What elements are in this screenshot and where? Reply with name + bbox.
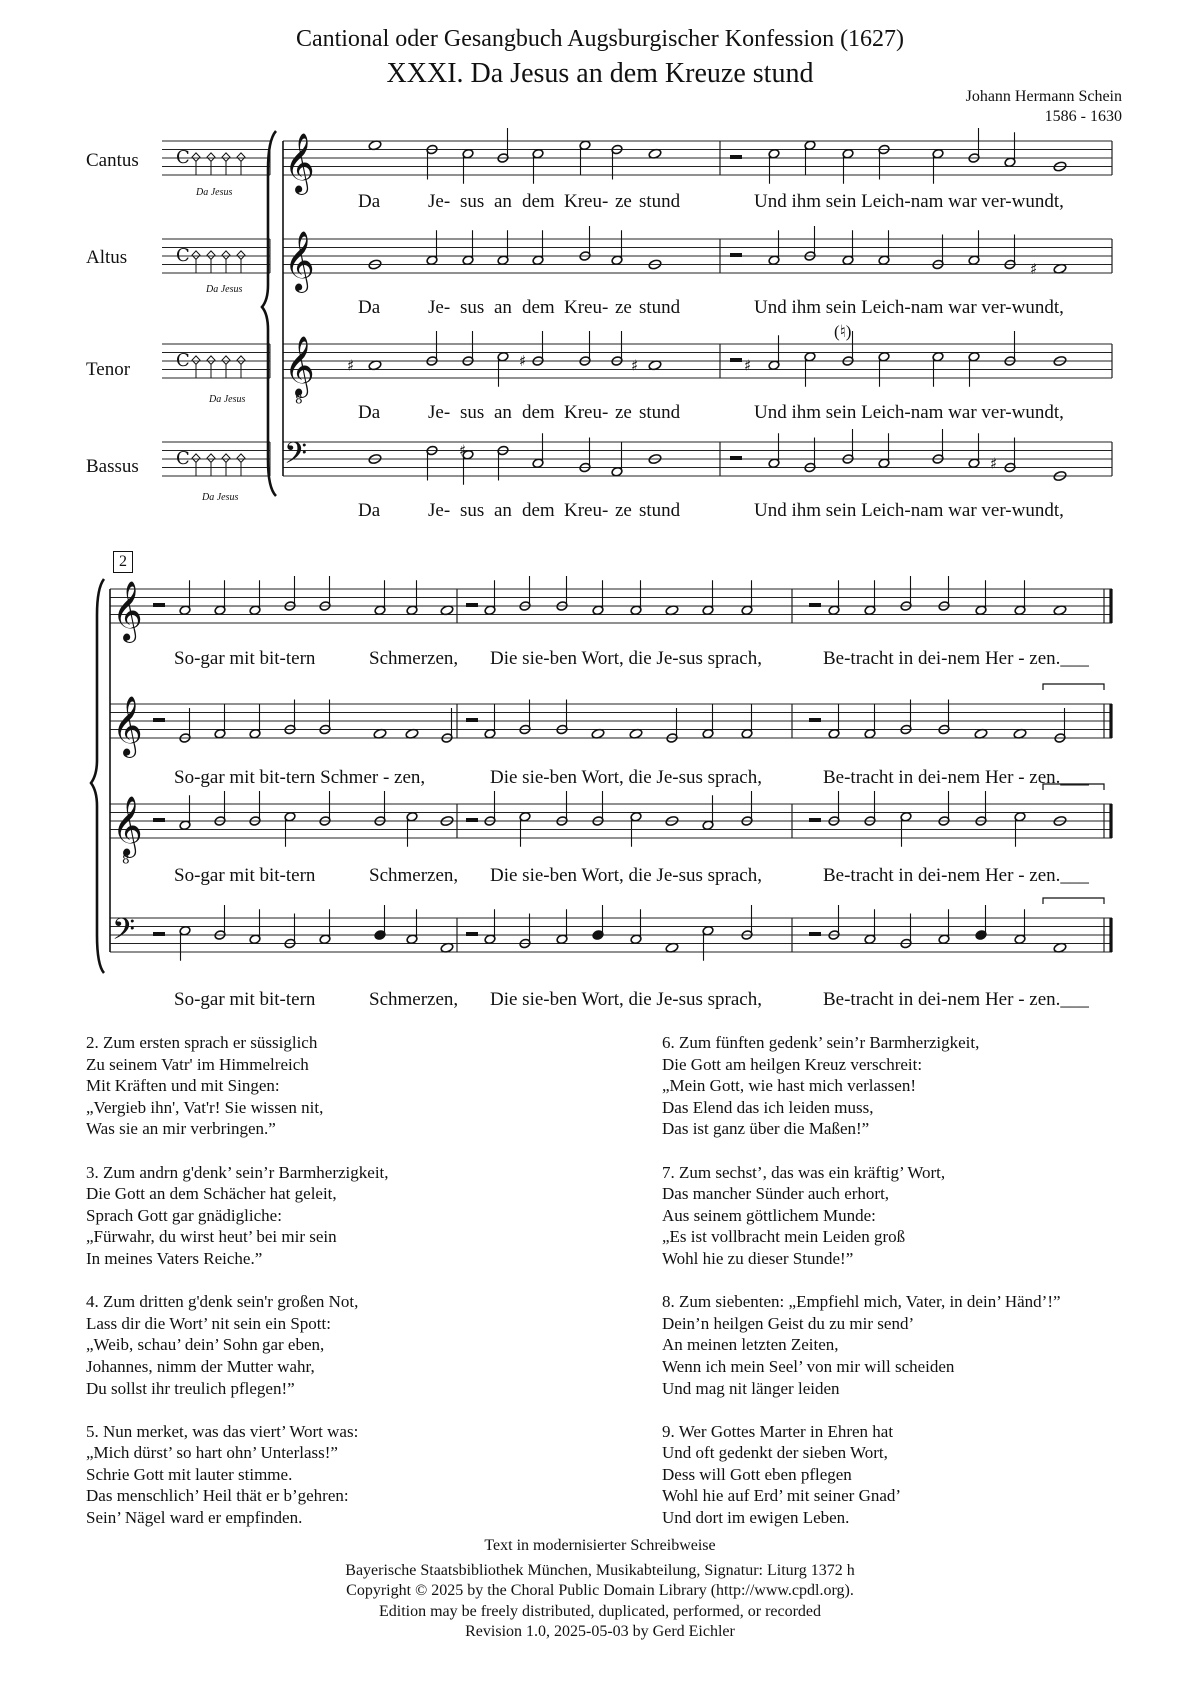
sharp-icon: ♯: [1030, 259, 1038, 278]
lyric-syllable: stund: [639, 402, 681, 423]
verse-line: Das Elend das ich leiden muss,: [662, 1097, 874, 1117]
lyric-syllable: Kreu-: [564, 402, 609, 423]
verse-line: 6. Zum fünften gedenk’ sein’r Barmherzigkeit,: [662, 1033, 980, 1052]
lyric-syllable: an: [494, 500, 512, 521]
lyric-line: Und ihm sein Leich-nam war ver-wundt,: [754, 500, 1064, 521]
verse-line: 7. Zum sechst’, das was ein kräftig’ Wort,: [662, 1162, 946, 1182]
mensuration-sign: C: [176, 350, 190, 372]
lyric-syllable: sus: [460, 402, 485, 423]
mensural-note: [222, 153, 230, 162]
half-rest: [466, 818, 478, 822]
collection-title: Cantional oder Gesangbuch Augsburgischer Konfession (1627): [295, 26, 905, 52]
verse-4: [86, 1291, 389, 1399]
editorial-accidental-note: (♮): [834, 322, 852, 341]
footer-license: Edition may be freely distributed, duplicated, performed, or recorded: [378, 1602, 822, 1620]
verse-line: Das menschlich’ Heil thät er b’gehren:: [86, 1486, 349, 1506]
treble-clef-icon: 𝄞: [284, 231, 315, 292]
verse-line: 4. Zum dritten g'denk sein'r großen Not,: [86, 1292, 359, 1312]
verse-line: 9. Wer Gottes Marter in Ehren hat: [662, 1421, 894, 1441]
mensural-note: [207, 153, 215, 162]
incipit-text: Da Jesus: [209, 394, 246, 405]
sharp-icon: ♯: [459, 441, 467, 460]
lyric-syllable: sus: [460, 191, 485, 212]
verse-line: „Vergieb ihn', Vat'r! Sie wissen nit,: [86, 1097, 324, 1117]
verse-line: Wenn ich mein Seel’ von mir will scheiden: [662, 1356, 955, 1376]
incipit-text: Da Jesus: [206, 284, 243, 295]
lyric-line: Be-tracht in dei-nem Her - zen.___: [823, 767, 1089, 788]
lyric-syllable: Je-: [428, 500, 451, 521]
verse-line: Sprach Gott gar gnädigliche:: [86, 1205, 282, 1225]
verse-line: Und dort im ewigen Leben.: [662, 1508, 850, 1528]
sharp-icon: ♯: [347, 356, 355, 375]
mensural-note: [192, 356, 200, 365]
lyric-syllable: Da: [358, 191, 381, 212]
verse-line: „Weib, schau’ dein’ Sohn gar eben,: [86, 1335, 325, 1355]
half-rest: [730, 155, 742, 159]
lyric-syllable: Kreu-: [564, 297, 609, 318]
lyric-syllable: an: [494, 191, 512, 212]
half-rest: [466, 932, 478, 936]
half-rest: [809, 818, 821, 822]
footer: [0, 1536, 1200, 1643]
lyric-syllable: Da: [358, 402, 381, 423]
lyric-line: Und ihm sein Leich-nam war ver-wundt,: [754, 191, 1064, 212]
lyric-syllable: dem: [522, 297, 555, 318]
footer-copyright: Copyright © 2025 by the Choral Public Domain Library (http://www.cpdl.org).: [346, 1582, 854, 1599]
ligature-bracket: [1043, 898, 1104, 904]
half-rest: [730, 456, 742, 460]
verse-line: Mit Kräften und mit Singen:: [86, 1076, 280, 1096]
ligature-bracket: [1043, 684, 1104, 690]
mensural-note: [207, 356, 215, 365]
octave-marker: 8: [295, 392, 303, 407]
verse-line: Dein’n heilgen Geist du zu mir send’: [662, 1313, 915, 1333]
mensural-note: [192, 454, 200, 463]
half-rest: [730, 358, 742, 362]
verse-line: Aus seinem göttlichem Munde:: [662, 1205, 876, 1225]
verse-line: Lass dir die Wort’ nit sein ein Spott:: [86, 1313, 331, 1333]
verse-2: [86, 1032, 389, 1140]
mensural-note: [207, 454, 215, 463]
voice-label-bassus: Bassus: [86, 456, 139, 477]
lyric-syllable: stund: [639, 191, 681, 212]
system-bracket: [91, 579, 104, 973]
lyric-line: Die sie-ben Wort, die Je-sus sprach,: [490, 865, 762, 886]
voice-label-tenor: Tenor: [86, 359, 131, 380]
lyric-line: So-gar mit bit-tern Schmer - zen,: [174, 767, 426, 788]
lyric-syllable: ze: [615, 500, 632, 521]
sharp-icon: ♯: [990, 454, 998, 473]
lyric-line: So-gar mit bit-tern: [174, 989, 316, 1010]
verse-line: Und mag nit länger leiden: [662, 1378, 840, 1398]
lyric-line: Be-tracht in dei-nem Her - zen.___: [823, 865, 1089, 886]
footer-revision: Revision 1.0, 2025-05-03 by Gerd Eichler: [465, 1623, 735, 1640]
verse-8: [662, 1291, 1061, 1399]
composer-dates: 1586 - 1630: [1044, 108, 1122, 125]
verse-line: In meines Vaters Reiche.”: [86, 1248, 263, 1268]
lyric-syllable: Kreu-: [564, 500, 609, 521]
measure-number: 2: [113, 551, 133, 573]
sharp-icon: ♯: [631, 356, 639, 375]
lyric-line: So-gar mit bit-tern: [174, 648, 316, 669]
half-rest: [153, 818, 165, 822]
lyric-syllable: stund: [639, 297, 681, 318]
mensural-note: [207, 251, 215, 260]
half-rest: [809, 718, 821, 722]
verse-9: [662, 1421, 1061, 1529]
half-rest: [809, 603, 821, 607]
lyric-line: Schmerzen,: [369, 989, 459, 1010]
half-rest: [153, 718, 165, 722]
lyric-syllable: an: [494, 402, 512, 423]
mensural-note: [237, 251, 245, 260]
lyric-line: Schmerzen,: [369, 648, 459, 669]
verse-line: Die Gott an dem Schächer hat geleit,: [86, 1184, 337, 1204]
verse-line: Johannes, nimm der Mutter wahr,: [86, 1356, 315, 1376]
verse-line: Wohl hie auf Erd’ mit seiner Gnad’: [662, 1486, 902, 1506]
lyric-syllable: dem: [522, 402, 555, 423]
lyric-line: Und ihm sein Leich-nam war ver-wundt,: [754, 297, 1064, 318]
treble-clef-icon: 𝄞: [284, 133, 315, 194]
verses-right-column: [662, 1032, 1061, 1550]
voice-label-cantus: Cantus: [86, 150, 139, 171]
half-rest: [153, 932, 165, 936]
lyric-syllable: Je-: [428, 402, 451, 423]
treble-clef-icon: 𝄞: [112, 796, 143, 857]
verse-3: [86, 1162, 389, 1270]
incipit-text: Da Jesus: [202, 492, 239, 503]
lyric-line: Die sie-ben Wort, die Je-sus sprach,: [490, 767, 762, 788]
lyric-line: Be-tracht in dei-nem Her - zen.___: [823, 648, 1089, 669]
mensural-note: [192, 153, 200, 162]
mensuration-sign: C: [176, 245, 190, 267]
octave-marker: 8: [122, 852, 130, 867]
mensuration-sign: C: [176, 147, 190, 169]
mensural-note: [237, 356, 245, 365]
half-rest: [809, 932, 821, 936]
verse-line: „Mich dürst’ so hart ohn’ Unterlass!”: [86, 1443, 338, 1463]
verse-line: „Mein Gott, wie hast mich verlassen!: [662, 1076, 916, 1096]
composer-name: Johann Hermann Schein: [965, 88, 1122, 105]
half-rest: [730, 253, 742, 257]
lyric-syllable: Kreu-: [564, 191, 609, 212]
lyric-syllable: ze: [615, 191, 632, 212]
verse-line: Du sollst ihr treulich pflegen!”: [86, 1378, 295, 1398]
lyric-syllable: dem: [522, 191, 555, 212]
verse-line: Schrie Gott mit lauter stimme.: [86, 1464, 293, 1484]
verse-line: Was sie an mir verbringen.”: [86, 1119, 276, 1139]
bass-clef-icon: 𝄢: [284, 437, 308, 479]
bass-clef-icon: 𝄢: [112, 913, 136, 955]
lyric-syllable: ze: [615, 402, 632, 423]
verse-line: An meinen letzten Zeiten,: [662, 1335, 839, 1355]
verses-left-column: [86, 1032, 389, 1550]
verse-line: Sein’ Nägel ward er empfinden.: [86, 1508, 303, 1528]
system-bracket: [262, 131, 276, 496]
verse-line: Und oft gedenkt der sieben Wort,: [662, 1443, 888, 1463]
mensural-note: [192, 251, 200, 260]
verse-line: Die Gott am heilgen Kreuz verschreit:: [662, 1054, 923, 1074]
treble-clef-icon: 𝄞: [112, 581, 143, 642]
verse-line: 5. Nun merket, was das viert’ Wort was:: [86, 1421, 359, 1441]
verse-line: 8. Zum siebenten: „Empfiehl mich, Vater, in dein’ Händ’!”: [662, 1292, 1061, 1312]
incipit-text: Da Jesus: [196, 187, 233, 198]
lyric-syllable: sus: [460, 500, 485, 521]
verse-5: [86, 1421, 389, 1529]
lyric-syllable: Da: [358, 500, 381, 521]
lyric-line: So-gar mit bit-tern: [174, 865, 316, 886]
lyric-syllable: Da: [358, 297, 381, 318]
half-rest: [466, 603, 478, 607]
verse-6: [662, 1032, 1061, 1140]
lyric-syllable: dem: [522, 500, 555, 521]
lyric-line: Schmerzen,: [369, 865, 459, 886]
half-rest: [153, 603, 165, 607]
verse-line: „Es ist vollbracht mein Leiden groß: [662, 1227, 906, 1247]
lyric-line: Und ihm sein Leich-nam war ver-wundt,: [754, 402, 1064, 423]
lyric-syllable: ze: [615, 297, 632, 318]
verse-7: [662, 1162, 1061, 1270]
verse-line: 3. Zum andrn g'denk’ sein’r Barmherzigkeit,: [86, 1162, 389, 1182]
treble-clef-icon: 𝄞: [112, 696, 143, 757]
verse-line: „Fürwahr, du wirst heut’ bei mir sein: [86, 1227, 337, 1247]
verse-line: Das ist ganz über die Maßen!”: [662, 1119, 870, 1139]
lyric-line: Be-tracht in dei-nem Her - zen.___: [823, 989, 1089, 1010]
verse-line: Das mancher Sünder auch erhort,: [662, 1184, 890, 1204]
sharp-icon: ♯: [519, 352, 527, 370]
lyric-line: Die sie-ben Wort, die Je-sus sprach,: [490, 648, 762, 669]
footer-source: Bayerische Staatsbibliothek München, Musikabteilung, Signatur: Liturg 1372 h: [345, 1561, 855, 1579]
hymn-title: XXXI. Da Jesus an dem Kreuze stund: [386, 58, 814, 89]
treble-clef-icon: 𝄞: [284, 336, 315, 397]
mensuration-sign: C: [176, 448, 190, 470]
sharp-icon: ♯: [744, 356, 752, 375]
footer-text-note: Text in modernisierter Schreibweise: [484, 1537, 716, 1554]
lyric-syllable: stund: [639, 500, 681, 521]
lyric-syllable: sus: [460, 297, 485, 318]
lyric-line: Die sie-ben Wort, die Je-sus sprach,: [490, 989, 762, 1010]
half-rest: [466, 718, 478, 722]
verse-line: Zu seinem Vatr' im Himmelreich: [86, 1054, 309, 1074]
voice-label-altus: Altus: [86, 247, 128, 268]
lyric-syllable: Je-: [428, 297, 451, 318]
mensural-note: [237, 153, 245, 162]
mensural-note: [222, 454, 230, 463]
mensural-note: [222, 356, 230, 365]
verse-line: Wohl hie zu dieser Stunde!”: [662, 1248, 854, 1268]
mensural-note: [222, 251, 230, 260]
lyric-syllable: Je-: [428, 191, 451, 212]
verse-line: Dess will Gott eben pflegen: [662, 1464, 852, 1484]
verse-line: 2. Zum ersten sprach er süssiglich: [86, 1033, 318, 1052]
lyric-syllable: an: [494, 297, 512, 318]
mensural-note: [237, 454, 245, 463]
